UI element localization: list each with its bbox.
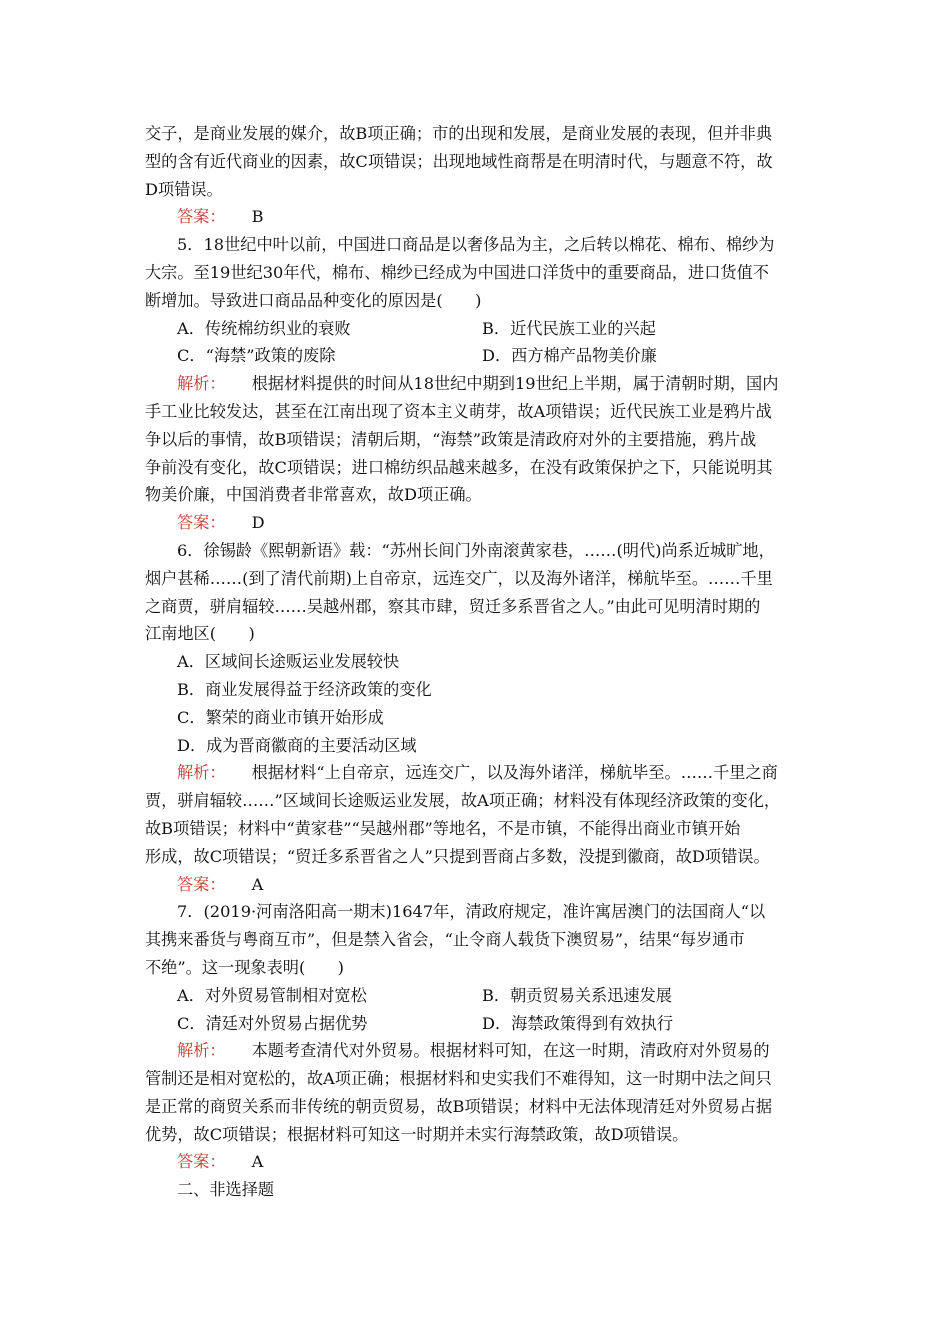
text-line: 不绝”。这一现象表明( ) <box>145 957 344 977</box>
option-right: B．朝贡贸易关系迅速发展 <box>482 985 672 1005</box>
answer-label: 答案： <box>177 513 226 533</box>
text-line: 贾，骈肩辐较……”区域间长途贩运业发展，故A项正确；材料没有体现经济政策的变化， <box>145 791 781 811</box>
answer-value: A <box>251 874 264 894</box>
text-line: 优势，故C项错误；根据材料可知这一时期并未实行海禁政策，故D项错误。 <box>145 1124 689 1144</box>
text-line: 之商贾，骈肩辐较……吴越州郡，察其市肆，贸迁多系晋省之人。”由此可见明清时期的 <box>145 596 761 616</box>
analysis-line <box>145 1037 810 1065</box>
text-line: 烟户甚稀……(到了清代前期)上自帝京，远连交广，以及海外诸洋，梯航毕至。……千里 <box>145 568 773 588</box>
text-line: 是正常的商贸关系而非传统的朝贡贸易，故B项错误；材料中无法体现清廷对外贸易占据 <box>145 1096 773 1116</box>
text-line: 其携来番货与粤商互市”，但是禁入省会，“止令商人载货下澳贸易”，结果“每岁通市 <box>145 930 745 950</box>
answer-label: 答案： <box>177 1152 226 1172</box>
text-line: 故B项错误；材料中“黄家巷”“吴越州郡”等地名，不是市镇，不能得出商业市镇开始 <box>145 818 741 838</box>
text-line: 物美价廉，中国消费者非常喜欢，故D项正确。 <box>145 485 482 505</box>
options-row <box>145 342 810 370</box>
answer-value: A <box>251 1152 264 1172</box>
options-row <box>145 1010 810 1038</box>
option-left: C．清廷对外贸易占据优势 <box>177 1013 368 1033</box>
text-line: C．繁荣的商业市镇开始形成 <box>177 707 384 727</box>
answer-line <box>145 203 810 231</box>
analysis-text: 根据材料提供的时间从18世纪中期到19世纪上半期，属于清朝时期，国内 <box>251 374 779 394</box>
text-line: 争以后的事情，故B项错误；清朝后期，“海禁”政策是清政府对外的主要措施，鸦片战 <box>145 429 757 449</box>
options-row <box>145 982 810 1010</box>
text-line: D．成为晋商徽商的主要活动区域 <box>177 735 417 755</box>
text-line: 争前没有变化，故C项错误；进口棉纺织品越来越多，在没有政策保护之下，只能说明其 <box>145 457 773 477</box>
answer-line <box>145 1148 810 1176</box>
option-right: D．西方棉产品物美价廉 <box>482 346 657 366</box>
text-line: 7．(2019·河南洛阳高一期末)1647年，清政府规定，准许寓居澳门的法国商人“以 <box>177 902 766 922</box>
text-line: 5．18世纪中叶以前，中国进口商品是以奢侈品为主，之后转以棉花、棉布、棉纱为 <box>177 235 775 255</box>
text-line: 大宗。至19世纪30年代，棉布、棉纱已经成为中国进口洋货中的重要商品，进口货值不 <box>145 262 769 282</box>
document-page <box>145 120 810 1204</box>
text-line: A．区域间长途贩运业发展较快 <box>177 652 400 672</box>
option-right: D．海禁政策得到有效执行 <box>482 1013 674 1033</box>
text-line: 二、非选择题 <box>177 1180 275 1200</box>
option-left: C．“海禁”政策的废除 <box>177 346 336 366</box>
option-left: A．传统棉纺织业的衰败 <box>177 318 351 338</box>
analysis-label: 解析： <box>177 763 226 783</box>
answer-line <box>145 871 810 899</box>
analysis-line <box>145 370 810 398</box>
text-line: D项错误。 <box>145 179 223 199</box>
answer-label: 答案： <box>177 874 226 894</box>
text-line: 形成，故C项错误；“贸迁多系晋省之人”只提到晋商占多数，没提到徽商，故D项错误。 <box>145 846 770 866</box>
options-row <box>145 315 810 343</box>
analysis-text: 根据材料“上自帝京，远连交广，以及海外诸洋，梯航毕至。……千里之商 <box>251 763 778 783</box>
analysis-line <box>145 759 810 787</box>
answer-value: D <box>251 513 265 533</box>
text-line: 型的含有近代商业的因素，故C项错误；出现地域性商帮是在明清时代，与题意不符，故 <box>145 151 773 171</box>
text-line: 断增加。导致进口商品品种变化的原因是( ) <box>145 290 482 310</box>
text-line: 管制还是相对宽松的，故A项正确；根据材料和史实我们不难得知，这一时期中法之间只 <box>145 1069 772 1089</box>
analysis-label: 解析： <box>177 1041 226 1061</box>
text-line: 江南地区( ) <box>145 624 255 644</box>
option-right: B．近代民族工业的兴起 <box>482 318 656 338</box>
text-line: B．商业发展得益于经济政策的变化 <box>177 679 432 699</box>
option-left: A．对外贸易管制相对宽松 <box>177 985 367 1005</box>
analysis-text: 本题考查清代对外贸易。根据材料可知，在这一时期，清政府对外贸易的 <box>251 1041 770 1061</box>
text-line: 手工业比较发达，甚至在江南出现了资本主义萌芽，故A项错误；近代民族工业是鸦片战 <box>145 401 772 421</box>
answer-line <box>145 509 810 537</box>
text-line: 6．徐锡龄《熙朝新语》载：“苏州长间门外南滚黄家巷，……(明代)尚系近城旷地， <box>177 540 775 560</box>
answer-label: 答案： <box>177 207 226 227</box>
analysis-label: 解析： <box>177 374 226 394</box>
answer-value: B <box>251 207 264 227</box>
text-line: 交子，是商业发展的媒介，故B项正确；市的出现和发展，是商业发展的表现，但并非典 <box>145 124 773 143</box>
